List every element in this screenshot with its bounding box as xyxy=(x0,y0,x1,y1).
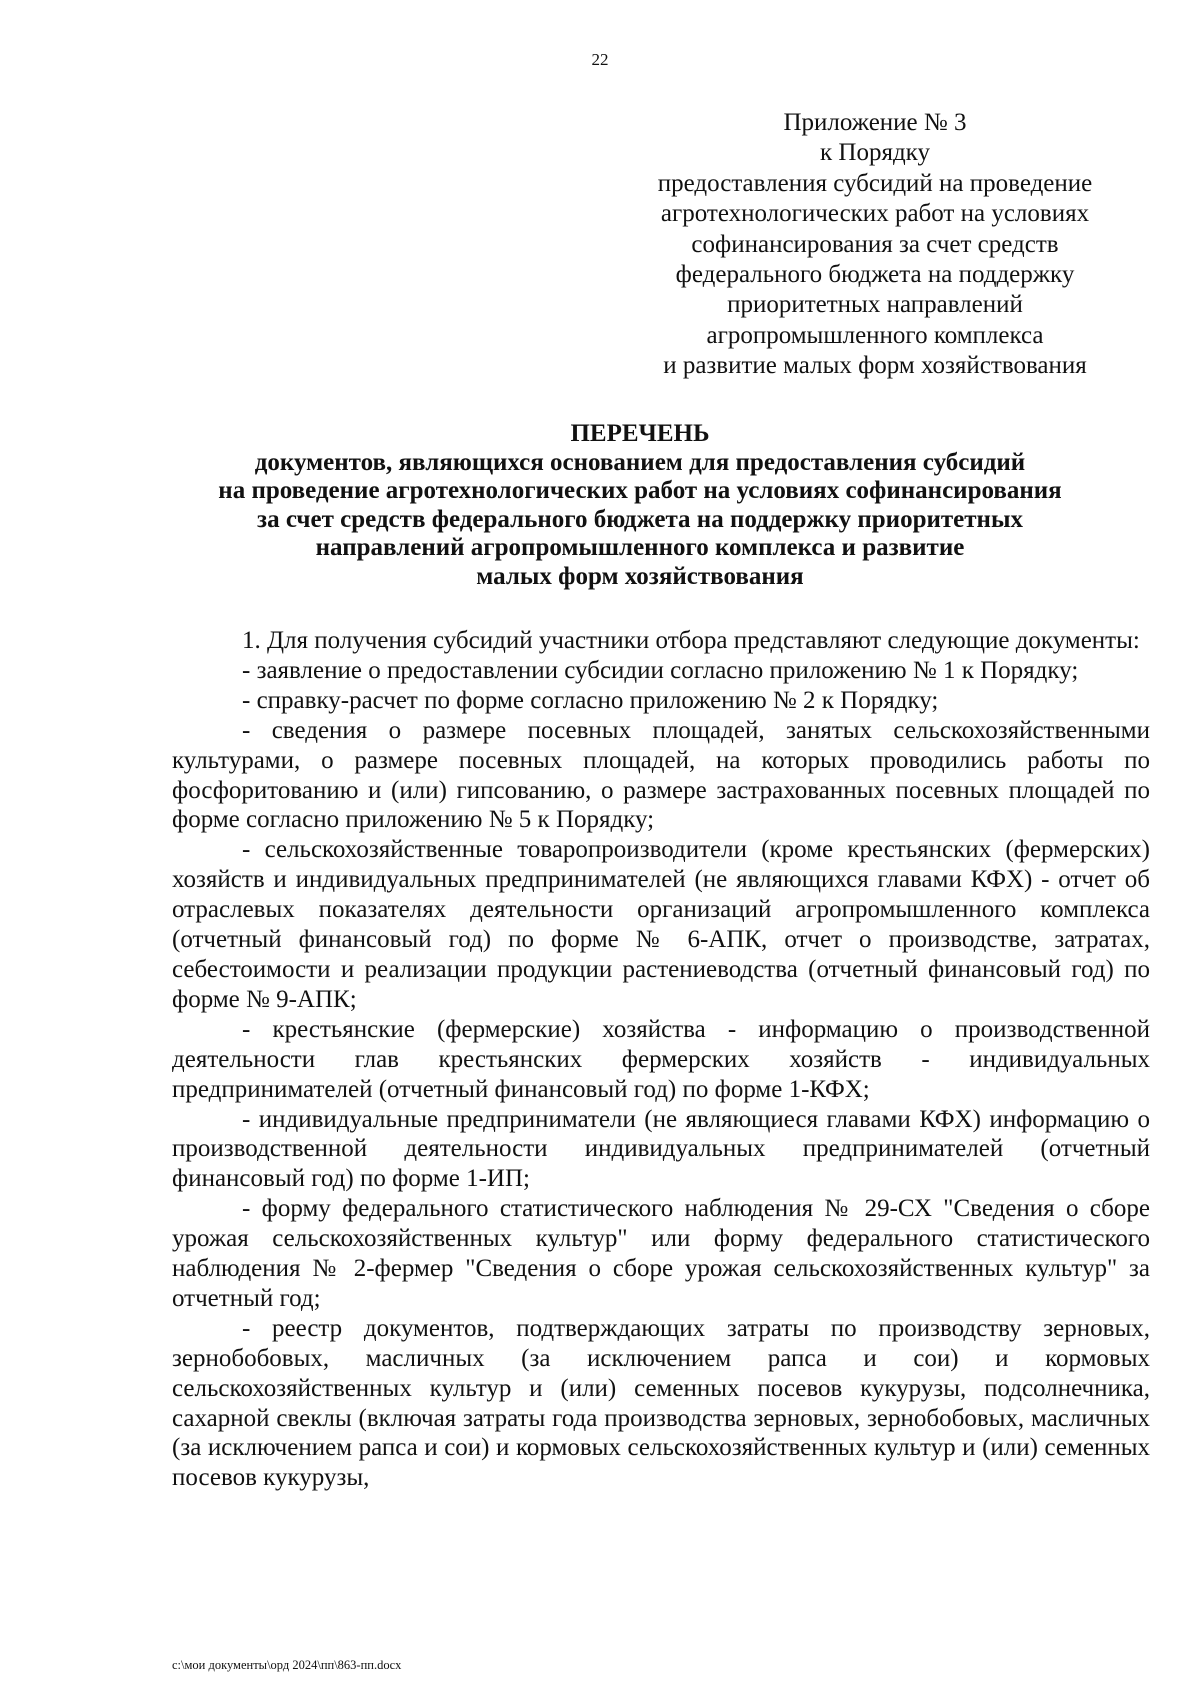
appendix-line: и развитие малых форм хозяйствования xyxy=(663,352,1087,380)
list-item-farms-report: - крестьянские (фермерские) хозяйства - информацию о производственной деятельности глав крестьянских фермерских хозяйств - индивидуальных предпринимателей (отчетный финансовый год) по форме 1-КФХ; xyxy=(172,1015,1150,1103)
document-subtitle-line: документов, являющихся основанием для предоставления субсидий xyxy=(254,448,1026,476)
appendix-line: агротехнологических работ на условиях xyxy=(660,200,1090,228)
document-heading xyxy=(160,420,1120,591)
file-path-footer: c:\мои документы\орд 2024\пп\863-пп.docx xyxy=(172,1658,402,1672)
document-subtitle-line: на проведение агротехнологических работ на условиях софинансирования xyxy=(218,477,1062,504)
list-item-calculation: - справку-расчет по форме согласно приложению № 2 к Порядку; xyxy=(242,686,939,714)
document-subtitle-line: за счет средств федерального бюджета на поддержку приоритетных xyxy=(257,505,1023,533)
document-body xyxy=(172,626,1150,1493)
appendix-line: приоритетных направлений xyxy=(727,291,1023,319)
document-subtitle-line: малых форм хозяйствования xyxy=(476,562,804,590)
appendix-line: федерального бюджета на поддержку xyxy=(675,261,1075,289)
document-title: ПЕРЕЧЕНЬ xyxy=(570,420,710,447)
list-item-producers-reports: - сельскохозяйственные товаропроизводители (кроме крестьянских (фермерских) хозяйств и индивидуальных предпринимателей (не являющихся главами КФХ) - отчет об отраслевых показателях деятельности организаций агропромышленного комплекса (отчетный финансовый год) по форме № 6-АПК, отчет о производстве, затратах, себестоимости и реализации продукции растениеводства (отчетный финансовый год) по форме № 9-АПК; xyxy=(172,836,1150,1013)
appendix-line: софинансирования за счет средств xyxy=(691,230,1059,258)
page-number: 22 xyxy=(591,50,609,69)
appendix-line: к Порядку xyxy=(820,139,930,167)
appendix-line: Приложение № 3 xyxy=(783,109,967,136)
list-item-entrepreneurs-report: - индивидуальные предприниматели (не являющиеся главами КФХ) информацию о производственной деятельности индивидуальных предпринимателей (отчетный финансовый год) по форме 1-ИП; xyxy=(172,1105,1150,1193)
list-item-statistics-form: - форму федерального статистического наблюдения № 29-СХ "Сведения о сборе урожая сельскохозяйственных культур" или форму федерального статистического наблюдения № 2-фермер "Сведения о сборе урожая сельскохозяйственных культур" за отчетный год; xyxy=(172,1195,1150,1312)
list-item-costs-register: - реестр документов, подтверждающих затраты по производству зерновых, зернобобовых, масличных (за исключением рапса и сои) и кормовых сельскохозяйственных культур и (или) семенных посевов кукурузы, подсолнечника, сахарной свеклы (включая затраты года производства зерновых, зернобобовых, масличных (за исключением рапса и сои) и кормовых сельскохозяйственных культур и (или) семенных посевов кукурузы, xyxy=(172,1314,1150,1492)
appendix-reference xyxy=(615,108,1135,382)
document-subtitle-line: направлений агропромышленного комплекса и развитие xyxy=(315,534,965,561)
appendix-line: предоставления субсидий на проведение xyxy=(657,169,1093,197)
list-item-application: - заявление о предоставлении субсидии согласно приложению № 1 к Порядку; xyxy=(242,656,1079,684)
intro-paragraph: 1. Для получения субсидий участники отбора представляют следующие документы: xyxy=(242,627,1140,654)
list-item-sown-areas: - сведения о размере посевных площадей, занятых сельскохозяйственными культурами, о размере посевных площадей, на которых проводились работы по фосфоритованию и (или) гипсованию, о размере застрахованных посевных площадей по форме согласно приложению № 5 к Порядку; xyxy=(172,716,1150,834)
appendix-line: агропромышленного комплекса xyxy=(706,321,1044,349)
